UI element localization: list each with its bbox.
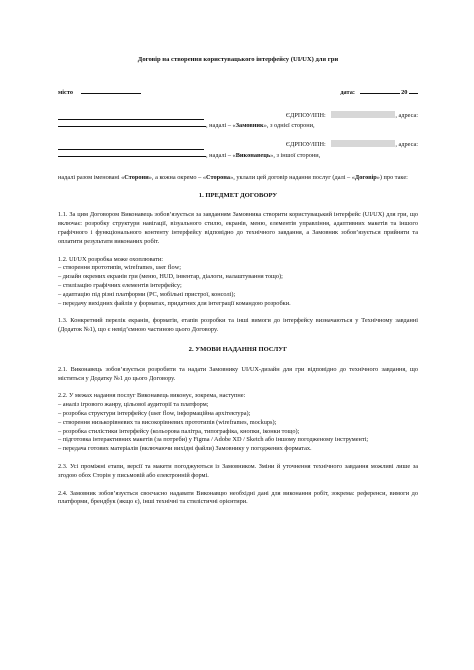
contractor-edrpou-label: ЄДРПОУ/ІПН:: [285, 141, 326, 149]
date-year: 20: [401, 88, 408, 96]
contractor-role-pre: , надалі – «: [206, 151, 236, 159]
list-item: – дизайн окремих екранів гри (меню, HUD, інвентар, діалоги, налаштування тощо);: [58, 273, 283, 281]
intro-paragraph: надалі разом іменовані «Сторони», а кожна окремо – «Сторона», уклали цей договір надання послуг (далі – «Договір») про таке:: [58, 173, 408, 181]
customer-address-blank[interactable]: [58, 120, 206, 127]
date-blank[interactable]: [360, 87, 400, 94]
customer-edrpou-value[interactable]: [331, 111, 395, 118]
list-item: – передачу вихідних файлів у форматах, придатних для інтеграції командою розробки.: [58, 299, 291, 307]
list-item: – створення прототипів, wireframes, user flow;: [58, 264, 182, 272]
city-date-row: [58, 87, 418, 98]
clause-1-1: 1.1. За цим Договором Виконавець зобов’язується за завданням Замовника створити користувацький інтерфейс (UI/UX) для гри, що включає: розробку структури навігації, візуального стилю, екранів, меню, елементів управління, адаптивних макетів та іншого графічного і функціонального контенту інтерфейсу відповідно до технічного завдання, а Замовник зобов’язується прийняти та оплатити результати виконаних робіт.: [58, 211, 418, 245]
list-item: – стилізацію графічних елементів інтерфейсу;: [58, 281, 182, 289]
contractor-address-label: адреса:: [398, 141, 418, 149]
customer-address-label: адреса:: [398, 111, 418, 119]
contractor-role: Виконавець: [235, 151, 271, 159]
list-item: – розробка структури інтерфейсу (user flow, інформаційна архітектура);: [58, 409, 251, 417]
section-1-heading: 1. ПРЕДМЕТ ДОГОВОРУ: [198, 191, 278, 199]
city-blank[interactable]: [81, 87, 141, 94]
clause-1-2-intro: 1.2. UI/UX розробка може охоплювати:: [58, 255, 163, 263]
list-item: – розробка стилістики інтерфейсу (кольорова палітра, типографіка, кнопки, іконки тощо);: [58, 427, 300, 435]
clause-1-2: [58, 256, 418, 309]
city-field: [58, 87, 141, 98]
party-customer-line1: ЄДРПОУ/ІПН: , адреса:: [58, 111, 418, 121]
contractor-name-blank[interactable]: [58, 143, 204, 150]
contractor-address-blank[interactable]: [58, 150, 206, 157]
list-item: – підготовка інтерактивних макетів (за потреби) у Figma / Adobe XD / Sketch або іншому погодженому інструменті;: [58, 436, 369, 444]
contractor-edrpou-value[interactable]: [331, 140, 395, 147]
city-label: місто: [58, 88, 73, 96]
date-field: дата: 20: [340, 87, 418, 98]
party-customer-line2: [58, 120, 418, 131]
document-title: Договір на створення користувацького інтерфейсу (UI/UX) для гри: [137, 56, 339, 63]
customer-role: Замовник: [235, 122, 264, 130]
party-customer: [58, 111, 418, 132]
clause-2-4: 2.4. Замовник зобов’язується своєчасно надавати Виконавцю необхідні дані для виконання робіт, зокрема: референси, вимоги до платформи, брендбук (якщо є), інші технічні та стилістичні орієнтири.: [58, 489, 418, 506]
clause-2-2: [58, 392, 418, 454]
list-item: – адаптацію під різні платформи (PC, мобільні пристрої, консолі);: [58, 290, 236, 298]
party-contractor: [58, 140, 418, 161]
party-contractor-line2: [58, 150, 418, 161]
contractor-role-post: », з іншої сторони,: [270, 151, 321, 159]
customer-edrpou-label: ЄДРПОУ/ІПН:: [285, 111, 326, 119]
party-contractor-line1: ЄДРПОУ/ІПН: , адреса:: [58, 140, 418, 150]
clause-2-1: 2.1. Виконавець зобов’язується розробити та надати Замовнику UI/UX-дизайн для гри відповідно до технічного завдання, що міститься у Додатку №1 до цього Договору.: [58, 365, 418, 382]
customer-name-blank[interactable]: [58, 113, 204, 120]
customer-role-pre: , надалі – «: [206, 122, 236, 130]
list-item: – створення низькорівневих та високорівневих прототипів (wireframes, mockups);: [58, 418, 277, 426]
year-blank[interactable]: [409, 87, 418, 94]
clause-2-3: 2.3. Усі проміжні етапи, версії та макети погоджуються із Замовником. Зміни й уточнення технічного завдання можливі лише за згодою обох Сторін у письмовій або електронній формі.: [58, 462, 418, 479]
customer-role-post: », з однієї сторони,: [263, 122, 315, 130]
list-item: – аналіз ігрового жанру, цільової аудиторії та платформ;: [58, 401, 209, 409]
list-item: – передача готових матеріалів (включаючи вихідні файли) Замовнику у погоджених форматах.: [58, 445, 312, 453]
section-2-heading: 2. УМОВИ НАДАННЯ ПОСЛУГ: [188, 345, 288, 353]
clause-1-3: 1.3. Конкретний перелік екранів, форматів, етапів розробки та інші вимоги до інтерфейсу визначаються у Технічному завданні (Додаток №1), що є невід’ємною частиною цього Договору.: [58, 317, 418, 334]
date-label: дата: [340, 88, 353, 96]
clause-2-2-intro: 2.2. У межах надання послуг Виконавець виконує, зокрема, наступне:: [58, 392, 246, 400]
